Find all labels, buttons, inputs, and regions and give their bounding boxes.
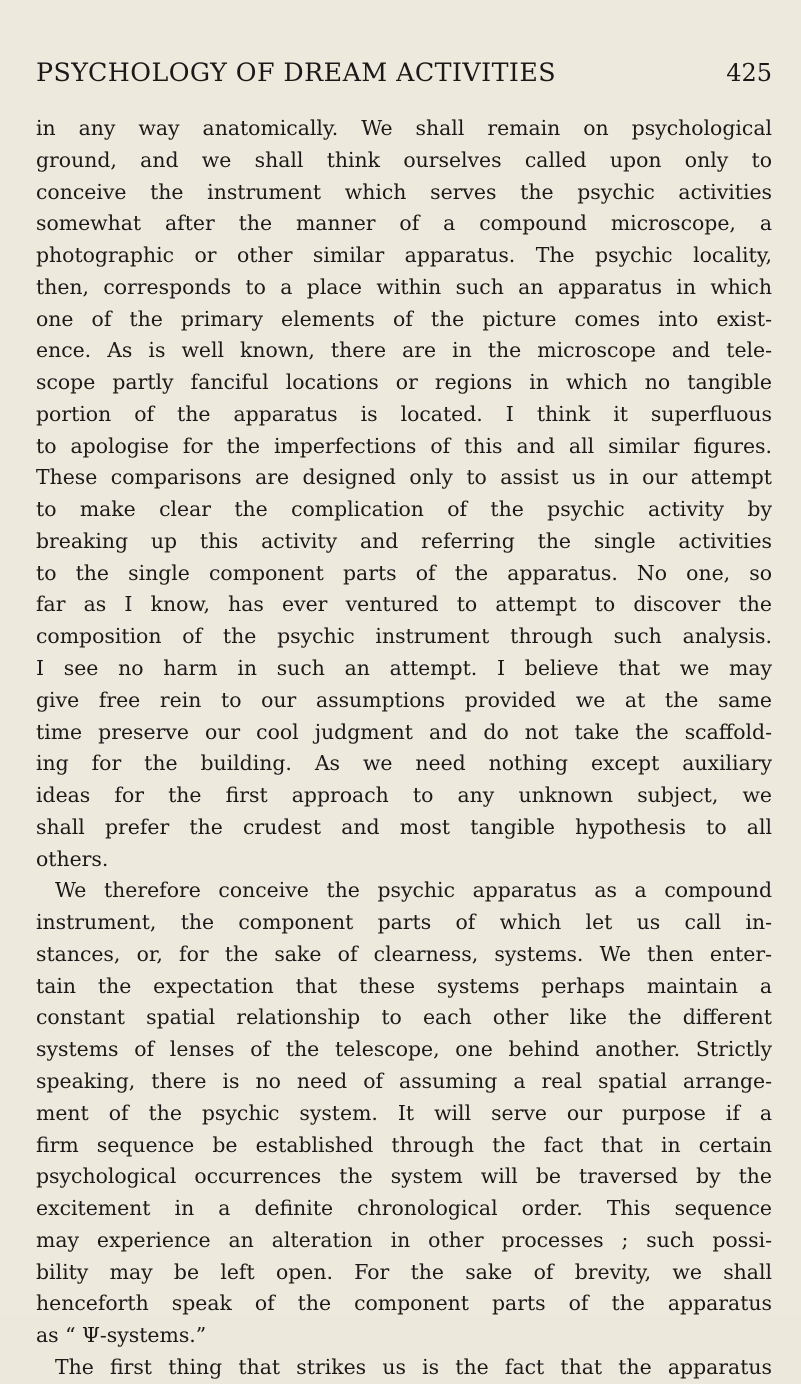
- text-line: constant spatial relationship to each other like the different: [36, 1005, 772, 1030]
- text-line: scope partly fanciful locations or regions in which no tangible: [36, 370, 772, 395]
- running-title: PSYCHOLOGY OF DREAM ACTIVITIES: [36, 58, 557, 87]
- text-line: portion of the apparatus is located. I think it superfluous: [36, 401, 772, 426]
- text-line: bility may be left open. For the sake of brevity, we shall: [36, 1259, 772, 1284]
- running-header: [36, 58, 772, 92]
- paragraph-start-line: The first thing that strikes us is the fact that the apparatus: [55, 1354, 772, 1379]
- text-line: psychological occurrences the system will be traversed by the: [36, 1164, 772, 1189]
- text-line: breaking up this activity and referring the single activities: [36, 528, 772, 553]
- page-number: 425: [726, 59, 772, 87]
- text-line: time preserve our cool judgment and do not take the scaffold-: [36, 719, 772, 744]
- text-line: may experience an alteration in other processes ; such possi-: [36, 1227, 772, 1252]
- text-line: ment of the psychic system. It will serve our purpose if a: [36, 1100, 772, 1125]
- text-line: instrument, the component parts of which let us call in-: [36, 910, 772, 935]
- paragraph-end-line: others.: [36, 846, 109, 871]
- text-line: give free rein to our assumptions provided we at the same: [36, 687, 772, 712]
- text-line: ence. As is well known, there are in the microscope and tele-: [36, 338, 772, 363]
- text-line: in any way anatomically. We shall remain on psychological: [36, 116, 772, 140]
- text-line: tain the expectation that these systems perhaps maintain a: [36, 973, 772, 998]
- text-line: systems of lenses of the telescope, one behind another. Strictly: [36, 1037, 772, 1062]
- text-line: stances, or, for the sake of clearness, systems. We then enter-: [36, 941, 772, 966]
- text-line: to the single component parts of the apparatus. No one, so: [36, 560, 772, 585]
- text-line: photographic or other similar apparatus. The psychic locality,: [36, 243, 772, 268]
- paragraph-end-line: as “ Ψ-systems.”: [36, 1323, 207, 1348]
- text-line: to apologise for the imperfections of this and all similar figures.: [36, 433, 772, 458]
- text-line: shall prefer the crudest and most tangible hypothesis to all: [36, 814, 772, 839]
- text-line: henceforth speak of the component parts of the apparatus: [36, 1291, 772, 1316]
- paragraph-start-line: We therefore conceive the psychic apparatus as a compound: [55, 878, 772, 903]
- body-text: [36, 113, 772, 1384]
- text-line: composition of the psychic instrument through such analysis.: [36, 624, 772, 649]
- text-line: ideas for the first approach to any unknown subject, we: [36, 783, 772, 808]
- text-line: These comparisons are designed only to assist us in our attempt: [36, 465, 772, 490]
- text-line: ing for the building. As we need nothing except auxiliary: [36, 751, 772, 776]
- text-line: firm sequence be established through the fact that in certain: [36, 1132, 772, 1157]
- text-line: speaking, there is no need of assuming a real spatial arrange-: [36, 1068, 772, 1093]
- text-line: excitement in a definite chronological order. This sequence: [36, 1196, 772, 1221]
- text-line: ground, and we shall think ourselves called upon only to: [36, 147, 772, 172]
- text-line: one of the primary elements of the picture comes into exist-: [36, 306, 772, 331]
- text-line: somewhat after the manner of a compound microscope, a: [36, 211, 772, 236]
- text-line: far as I know, has ever ventured to attempt to discover the: [36, 592, 772, 617]
- text-line: I see no harm in such an attempt. I believe that we may: [36, 656, 772, 681]
- text-line: to make clear the complication of the psychic activity by: [36, 497, 772, 522]
- text-line: conceive the instrument which serves the psychic activities: [36, 179, 772, 204]
- text-line: then, corresponds to a place within such an apparatus in which: [36, 274, 772, 299]
